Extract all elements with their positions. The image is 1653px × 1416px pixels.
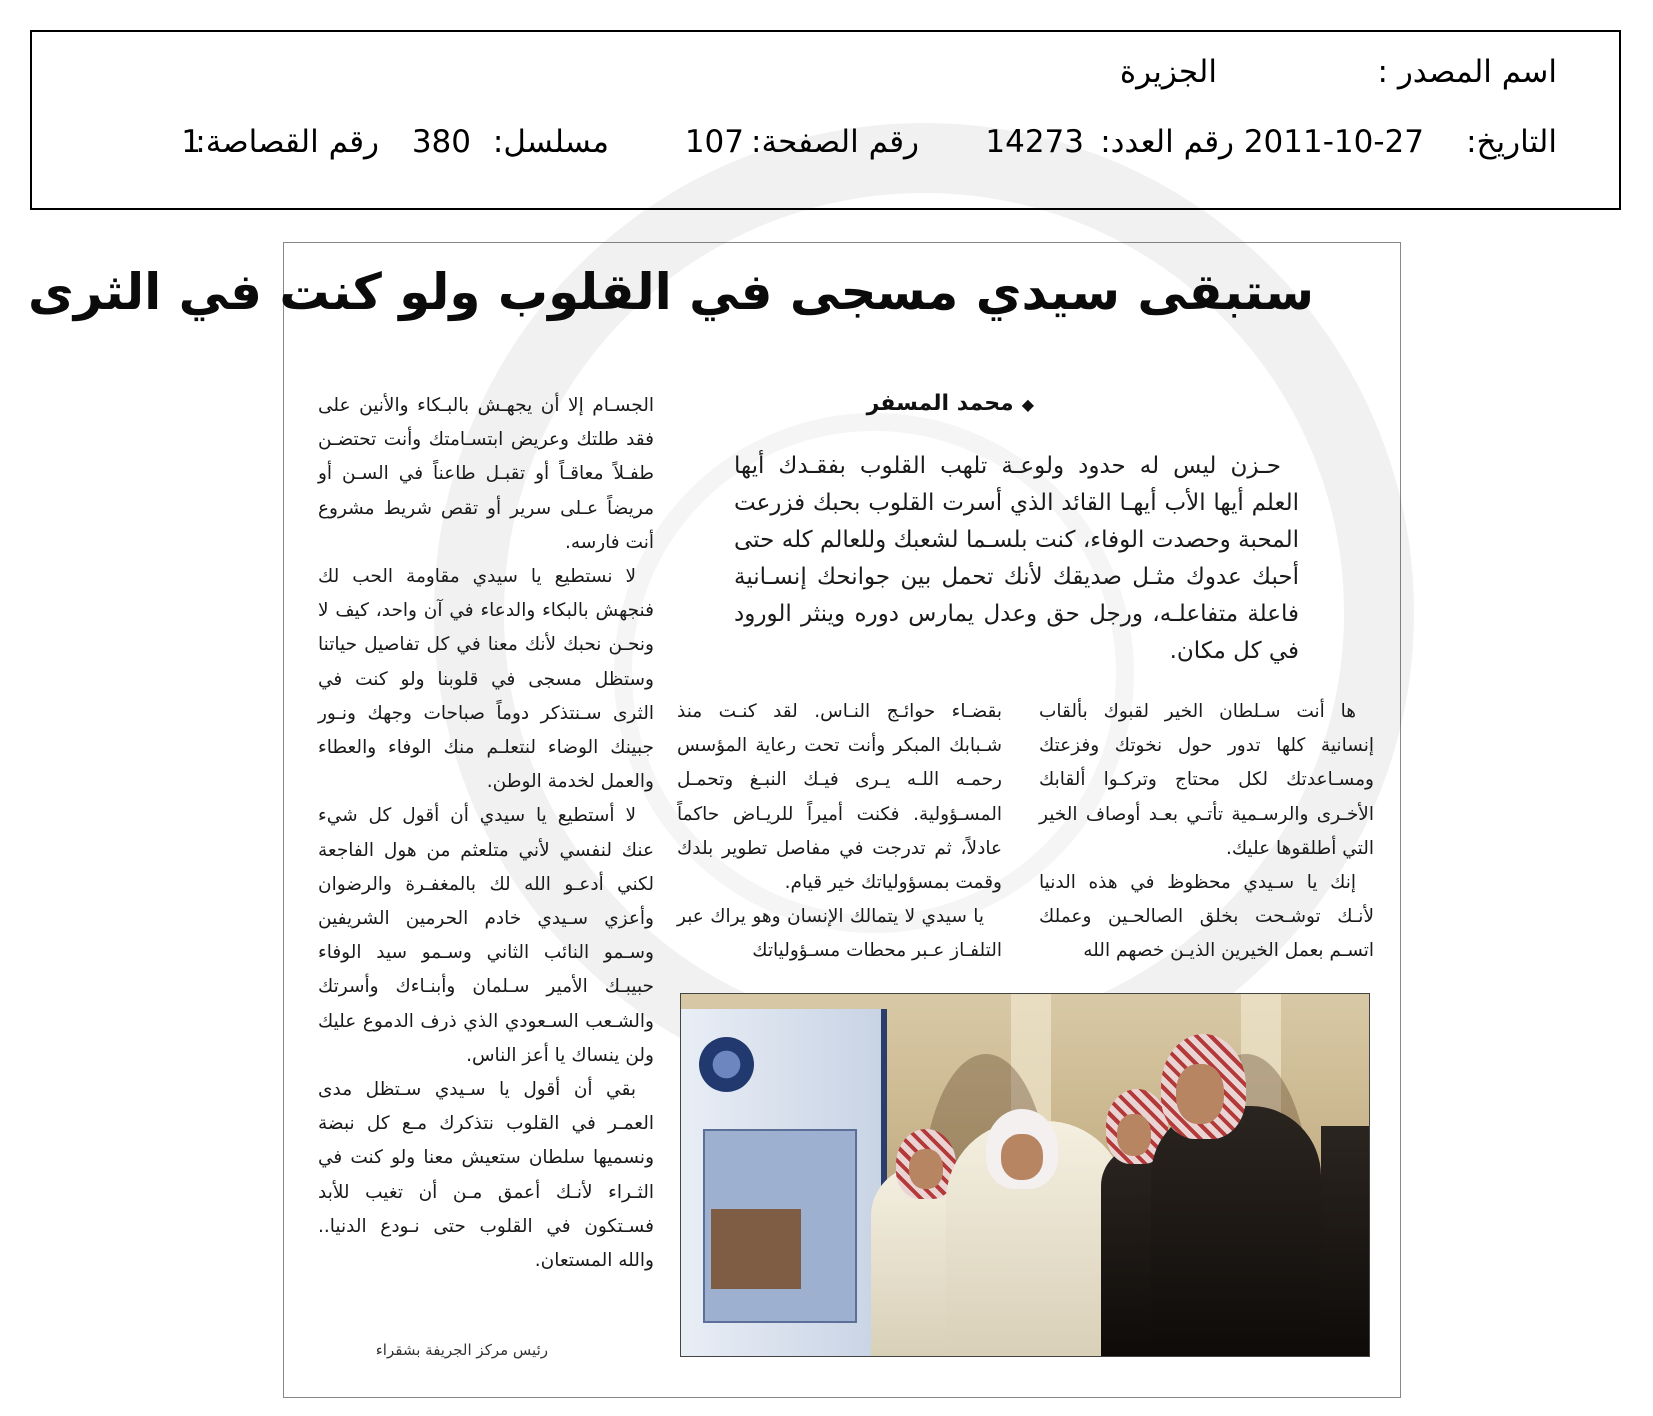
photo-person	[1151, 1106, 1321, 1356]
source-label: اسم المصدر :	[1377, 54, 1557, 90]
source-value: الجزيرة	[1119, 54, 1217, 90]
newspaper-clipping	[28, 242, 1401, 1398]
photo-person-face	[1117, 1114, 1151, 1156]
left-paragraph-2: لا نستطيع يا سيدي مقاومة الحب لك فنجهش بالبكاء والدعاء في آن واحد، كيف لا ونحـن نحبك لأنك معنا في كل تفاصيل حياتنا وستظل مسجى في قلوبنا ولو كنت في الثرى سـنتذكر دوماً صباحات وجهك ونـور جبينك الوضاء لنتعلـم منك الوفاء والعطاء والعمل لخدمة الوطن.	[318, 566, 654, 793]
clip-label: رقم القصاصة:	[195, 124, 379, 160]
left-paragraph-1: الجسـام إلا أن يجهـش بالبـكاء والأنين على فقد طلتك وعريض ابتسـامتك وأنت تحتضـن طفـلاً معاقـاً أو تقبـل طاعناً في السـن أو مريضاً عـلى سرير أو تقص شريط مشروع أنت فارسه.	[318, 395, 654, 553]
board-logo-icon	[699, 1037, 754, 1092]
diamond-bullet-icon: ◆	[1021, 395, 1034, 414]
photo-person	[1321, 1126, 1369, 1356]
article-intro	[734, 448, 1299, 670]
date-value: 2011-10-27	[1243, 124, 1424, 160]
page-label: رقم الصفحة:	[751, 124, 919, 160]
article-byline	[724, 391, 1034, 416]
article-column-right	[1039, 695, 1374, 969]
right-paragraph-1: ها أنت سـلطان الخير لقبوك بألقاب إنسانية كلها تدور حول نخوتك وفزعتك ومسـاعدتك لكل محتاج وتركـوا ألقابك الأخـرى والرسـمية تأتـي بعـد أوصاف الخير التي أطلقوها عليك.	[1039, 701, 1374, 859]
photo-display-board	[681, 1009, 887, 1356]
source-row	[28, 54, 1619, 94]
right-paragraph-2: إنك يا سـيدي محظوظ في هذه الدنيا لأنـك توشـحت بخلق الصالحـين وعملك اتسـم بعمل الخيرين الذيـن خصهم الله	[1039, 872, 1374, 962]
serial-label: مسلسل:	[492, 124, 609, 160]
left-paragraph-4: بقي أن أقول يا سـيدي سـتظل مدى العمـر في القلوب نتذكرك مـع كل نبضة ونسميها سلطان ستعيش معنا ولو كنت في الثـراء لأنـك أعمق مـن أن تغيب للأبد فسـتكون في القلوب حتى نـودع الدنيا.. والله المستعان.	[318, 1079, 654, 1272]
article-headline: ستبقى سيدي مسجى في القلوب ولو كنت في الثرى	[28, 263, 1314, 321]
serial-value: 380	[411, 124, 471, 160]
article-column-left	[318, 389, 654, 1278]
photo-person-face	[1176, 1064, 1224, 1124]
author-signature: رئيس مركز الجريفة بشقراء	[375, 1341, 548, 1359]
issue-label: رقم العدد:	[1100, 124, 1234, 160]
intro-paragraph: حـزن ليس له حدود ولوعـة تلهب القلوب بفقـدك أيها العلم أيها الأب أيهـا القائد الذي أسرت القلوب بحبك فزرعت المحبة وحصدت الوفاء، كنت بلسـما لشعبك وللعالم كله حتى أحبك عدوك مثـل صديقك لأنك تحمل بين جوانحك إنسـانية فاعلة متفاعلـه، ورجل حق وعدل يمارس دوره وينثر الورود في كل مكان.	[734, 453, 1299, 664]
photo-person-face	[1001, 1134, 1043, 1180]
date-label: التاريخ:	[1466, 124, 1557, 160]
issue-value: 14273	[985, 124, 1084, 160]
author-name: محمد المسفر	[866, 391, 1014, 416]
article-column-middle	[677, 695, 1002, 969]
clip-value: 1	[181, 124, 201, 160]
middle-paragraph-1: بقضـاء حوائـج النـاس. لقد كنـت منذ شـبابك المبكر وأنت تحت رعاية المؤسس رحمـه اللـه يـرى فيـك النبـغ وتحمـل المسـؤولية. فكنت أميراً للريـاض حاكماً عادلاً، ثم تدرجت في مفاصل تطوير بلدك وقمت بمسؤولياتك خير قيام.	[677, 701, 1002, 894]
article-photo	[680, 993, 1370, 1357]
left-paragraph-3: لا أستطيع يا سيدي أن أقول كل شيء عنك لنفسي لأني متلعثم من هول الفاجعة لكني أدعـو الله لك بالمغفـرة والرضوان وأعزي سـيدي خادم الحرمين الشريفين وسـمو النائب الثاني وسـمو سيد الوفاء حبيبـك الأمير سـلمان وأبنـاءك وأسرتك والشـعب السـعودي الذي ذرف الدموع عليك ولن ينساك يا أعز الناس.	[318, 805, 654, 1066]
middle-paragraph-2: يا سيدي لا يتمالك الإنسان وهو يراك عبر التلفـاز عـبر محطات مسـؤولياتك	[677, 906, 1002, 962]
board-photo	[711, 1209, 801, 1289]
page-value: 107	[684, 124, 744, 160]
photo-person-face	[909, 1149, 943, 1189]
